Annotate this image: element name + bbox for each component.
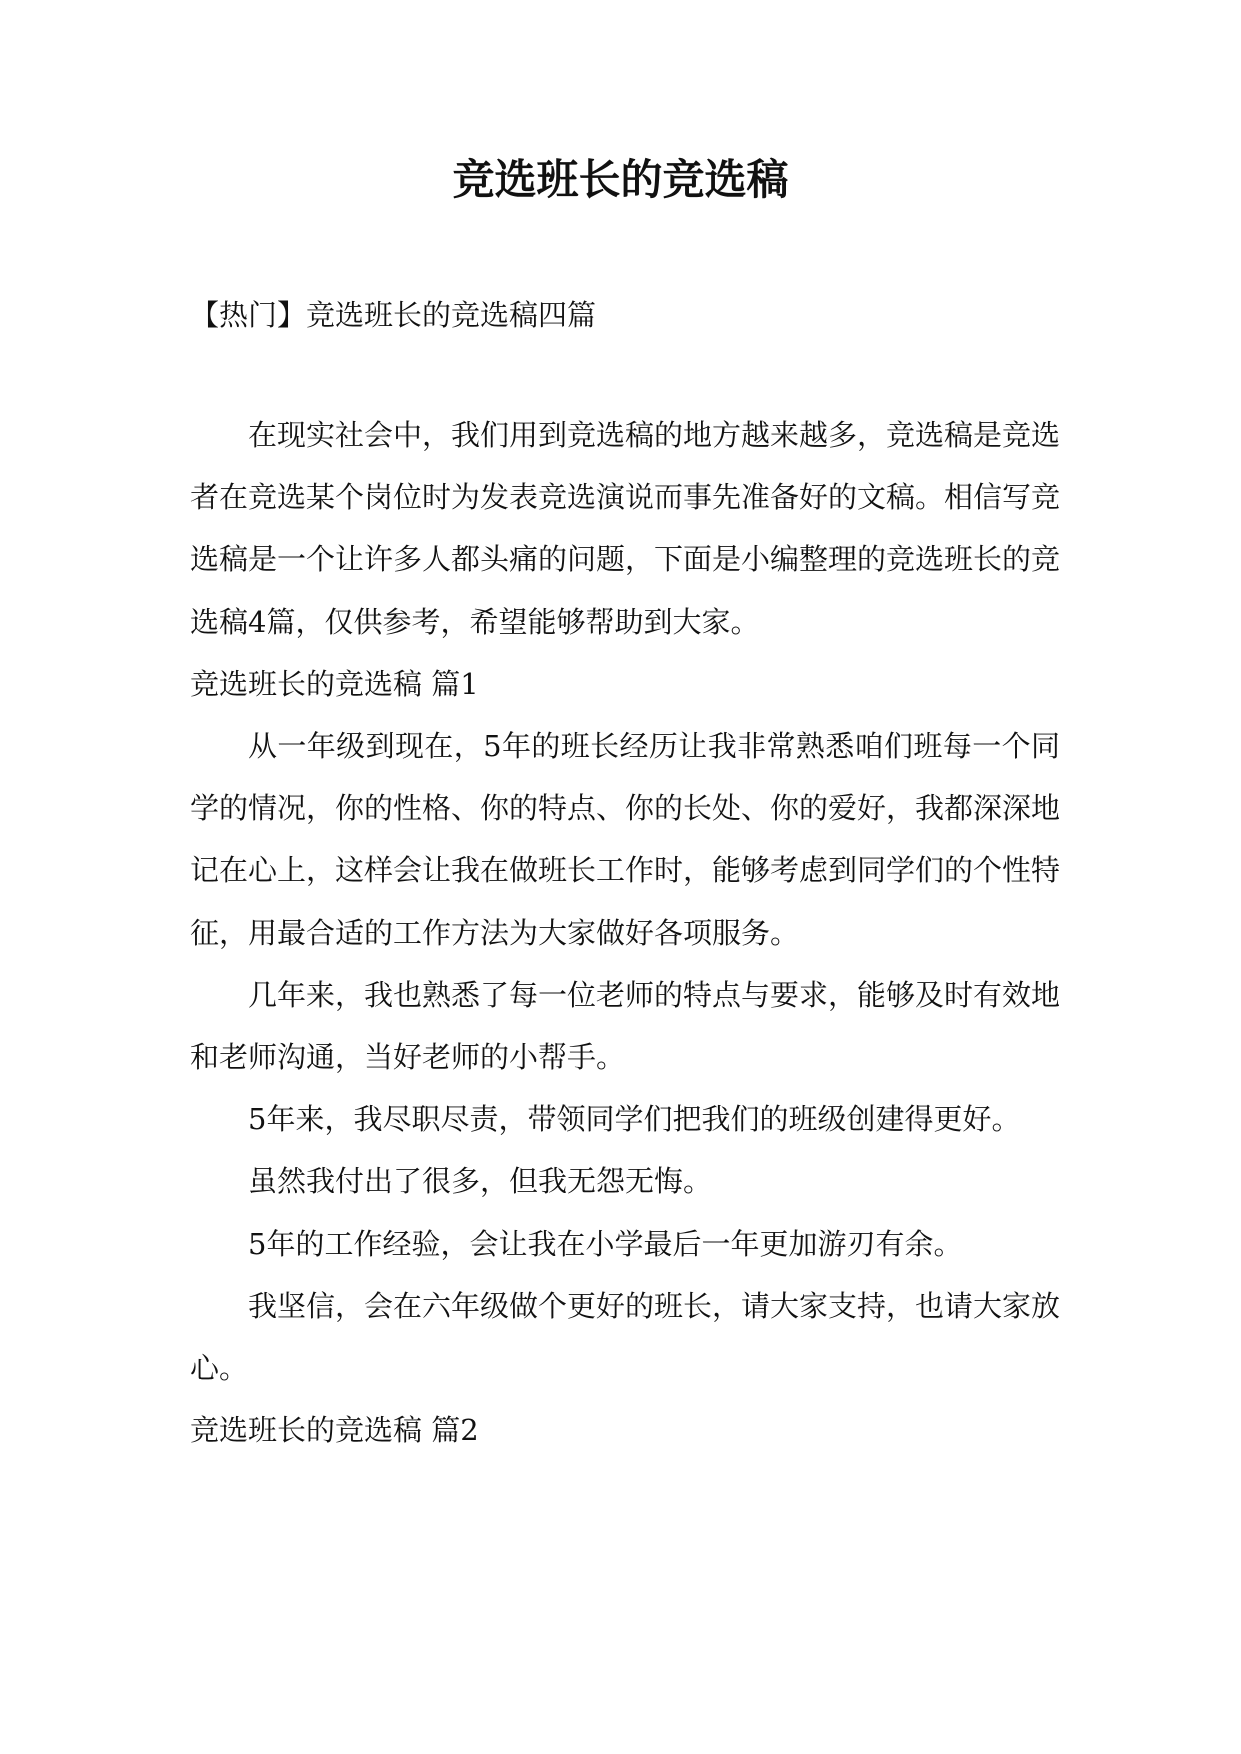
intro-paragraph: 在现实社会中，我们用到竞选稿的地方越来越多，竞选稿是竞选者在竞选某个岗位时为发表竞选演说而事先准备好的文稿。相信写竞选稿是一个让许多人都头痛的问题，下面是小编整理的竞选班长的竞选稿4篇，仅供参考，希望能够帮助到大家。 (190, 418, 1061, 639)
paragraph: 从一年级到现在，5年的班长经历让我非常熟悉咱们班每一个同学的情况，你的性格、你的特点、你的长处、你的爱好，我都深深地记在心上，这样会让我在做班长工作时，能够考虑到同学们的个性特征，用最合适的工作方法为大家做好各项服务。 (190, 729, 1061, 950)
paragraph: 我坚信，会在六年级做个更好的班长，请大家支持，也请大家放心。 (190, 1288, 1061, 1386)
section-heading-2: 竞选班长的竞选稿 篇2 (190, 1413, 479, 1448)
paragraph: 几年来，我也熟悉了每一位老师的特点与要求，能够及时有效地和老师沟通，当好老师的小帮手。 (190, 977, 1061, 1075)
section-heading-1: 竞选班长的竞选稿 篇1 (190, 666, 479, 701)
document-title: 竞选班长的竞选稿 (452, 155, 789, 204)
document-subtitle: 【热门】竞选班长的竞选稿四篇 (190, 298, 597, 332)
paragraph: 5年的工作经验，会让我在小学最后一年更加游刃有余。 (248, 1226, 963, 1261)
paragraph: 5年来，我尽职尽责，带领同学们把我们的班级创建得更好。 (248, 1102, 1021, 1137)
paragraph: 虽然我付出了很多，但我无怨无悔。 (248, 1164, 713, 1199)
document-body (190, 404, 1060, 1461)
